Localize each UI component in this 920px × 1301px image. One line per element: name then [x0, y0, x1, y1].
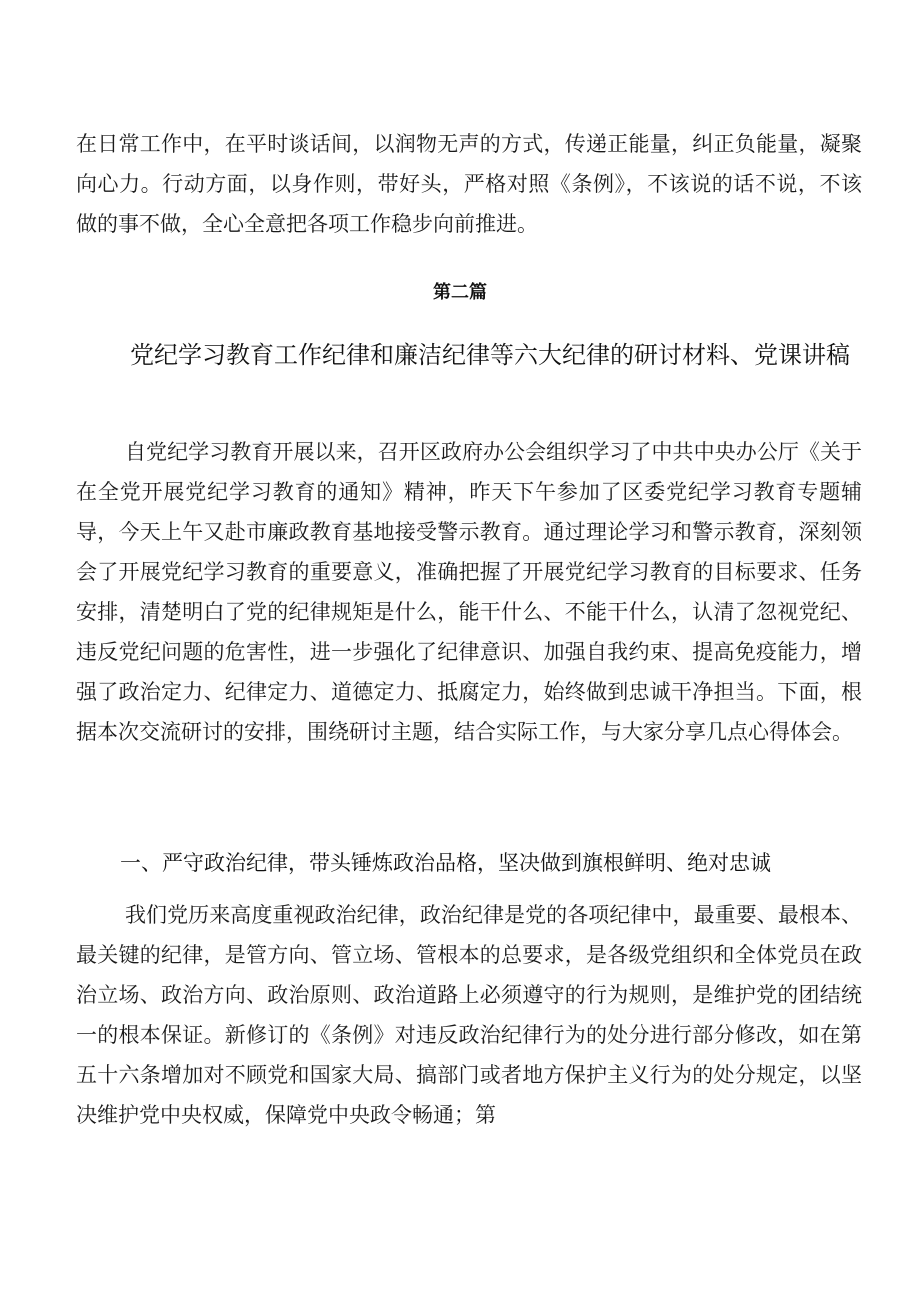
section-label: 第二篇	[433, 282, 487, 303]
intro-paragraph: 在日常工作中，在平时谈话间，以润物无声的方式，传递正能量，纠正负能量，凝聚向心力。行动方面，以身作则，带好头，严格对照《条例》，不该说的话不说，不该做的事不做，全心全意把各项工作稳步向前推进。	[76, 132, 862, 236]
body-paragraph-2: 我们党历来高度重视政治纪律，政治纪律是党的各项纪律中，最重要、最根本、最关键的纪律，是管方向、管立场、管根本的总要求，是各级党组织和全体党员在政治立场、政治方向、政治原则、政治道路上必须遵守的行为规则，是维护党的团结统一的根本保证。新修订的《条例》对违反政治纪律行为的处分进行部分修改，如在第五十六条增加对不顾党和国家大局、搞部门或者地方保护主义行为的处分规定，以坚决维护党中央权威，保障党中央政令畅通；第	[76, 903, 862, 1127]
document-title: 党纪学习教育工作纪律和廉洁纪律等六大纪律的研讨材料、党课讲稿	[130, 341, 850, 369]
body-paragraph-1: 自党纪学习教育开展以来，召开区政府办公会组织学习了中共中央办公厅《关于在全党开展党纪学习教育的通知》精神，昨天下午参加了区委党纪学习教育专题辅导，今天上午又赴市廉政教育基地接受警示教育。通过理论学习和警示教育，深刻领会了开展党纪学习教育的重要意义，准确把握了开展党纪学习教育的目标要求、任务安排，清楚明白了党的纪律规矩是什么，能干什么、不能干什么，认清了忽视党纪、违反党纪问题的危害性，进一步强化了纪律意识、加强自我约束、提高免疫能力，增强了政治定力、纪律定力、道德定力、抵腐定力，始终做到忠诚干净担当。下面，根据本次交流研讨的安排，围绕研讨主题，结合实际工作，与大家分享几点心得体会。	[76, 440, 862, 744]
section-heading-1: 一、严守政治纪律，带头锤炼政治品格，坚决做到旗根鲜明、绝对忠诚	[120, 851, 771, 875]
